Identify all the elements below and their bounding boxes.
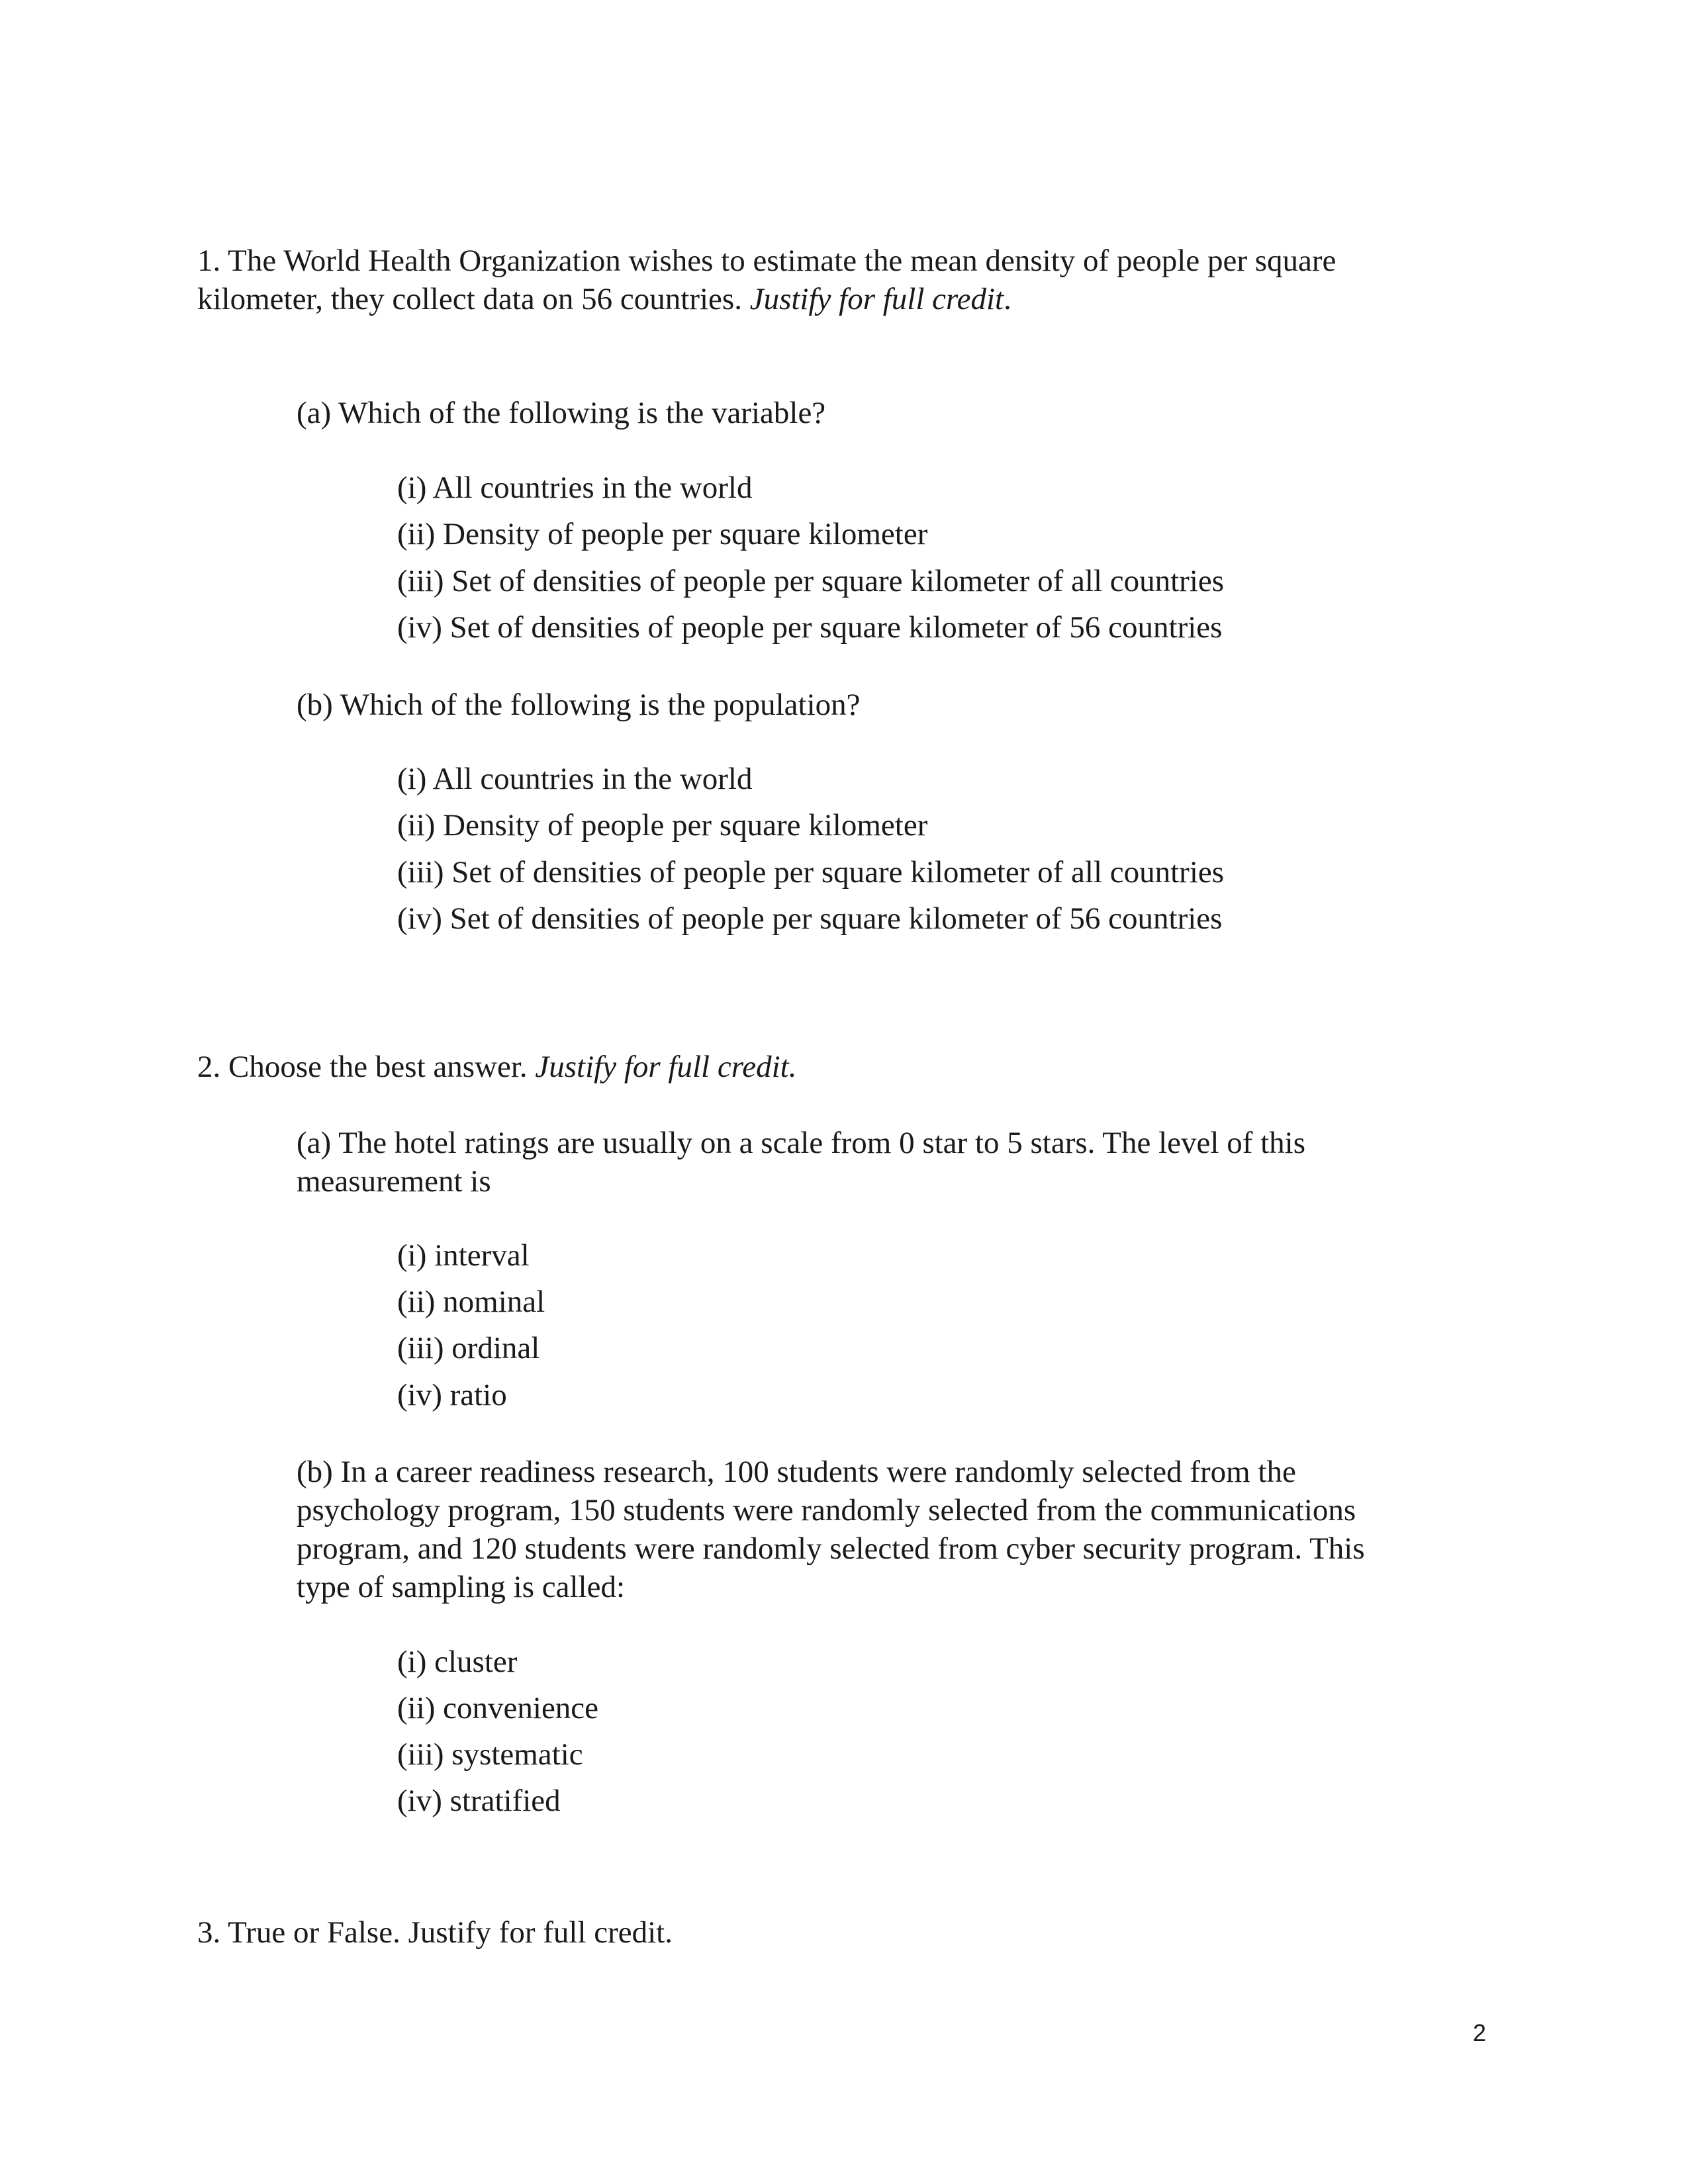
question-1-justify: Justify for full credit [749,282,1004,316]
question-1a-option-i: (i) All countries in the world [397,471,753,505]
question-2a-prompt [297,1124,1305,1201]
question-2b-prompt-line-4: type of sampling is called: [297,1570,626,1604]
question-1-stem-line-1: 1. The World Health Organization wishes to estimate the mean density of people per square [197,244,1336,278]
question-2b-prompt-line-3: program, and 120 students were randomly selected from cyber security program. This [297,1531,1365,1566]
question-1b-option-ii: (ii) Density of people per square kilometer [397,808,928,842]
question-2a-prompt-line-1: (a) The hotel ratings are usually on a scale from 0 star to 5 stars. The level of this [297,1126,1306,1160]
question-2-justify: Justify for full credit. [535,1050,797,1084]
question-2b-option-iii: (iii) systematic [397,1737,583,1772]
question-2-stem [197,1048,796,1086]
question-1a-prompt: (a) Which of the following is the variable? [297,396,826,430]
question-2a-prompt-line-2: measurement is [297,1164,491,1199]
question-1-justify-period: . [1004,282,1011,316]
question-2b-option-iv: (iv) stratified [397,1784,561,1818]
question-1-stem-line-2 [197,280,1336,318]
question-1a-option-iii: (iii) Set of densities of people per square kilometer of all countries [397,564,1225,598]
question-2b-prompt-line-2: psychology program, 150 students were randomly selected from the communications [297,1493,1356,1527]
question-1b-option-iv: (iv) Set of densities of people per square kilometer of 56 countries [397,901,1223,936]
question-3-stem: 3. True or False. Justify for full credit. [197,1915,673,1950]
question-2b-prompt [297,1453,1365,1606]
question-2b-option-ii: (ii) convenience [397,1691,599,1725]
question-1-stem-text: kilometer, they collect data on 56 countries. [197,282,742,316]
question-2a-option-iii: (iii) ordinal [397,1331,540,1365]
question-1-stem [197,242,1336,318]
question-1a-option-ii: (ii) Density of people per square kilometer [397,517,928,551]
question-2b-prompt-line-1: (b) In a career readiness research, 100 students were randomly selected from the [297,1455,1296,1489]
question-2b-option-i: (i) cluster [397,1645,518,1679]
question-1b-option-iii: (iii) Set of densities of people per square kilometer of all countries [397,855,1225,889]
page-number: 2 [1473,2019,1487,2046]
question-2a-option-ii: (ii) nominal [397,1285,545,1319]
question-2a-option-i: (i) interval [397,1238,530,1273]
question-2-stem-text: 2. Choose the best answer. [197,1050,528,1084]
question-1b-option-i: (i) All countries in the world [397,762,753,796]
question-1b-prompt: (b) Which of the following is the population? [297,688,861,722]
question-1a-option-iv: (iv) Set of densities of people per square kilometer of 56 countries [397,610,1223,645]
question-2a-option-iv: (iv) ratio [397,1378,507,1412]
